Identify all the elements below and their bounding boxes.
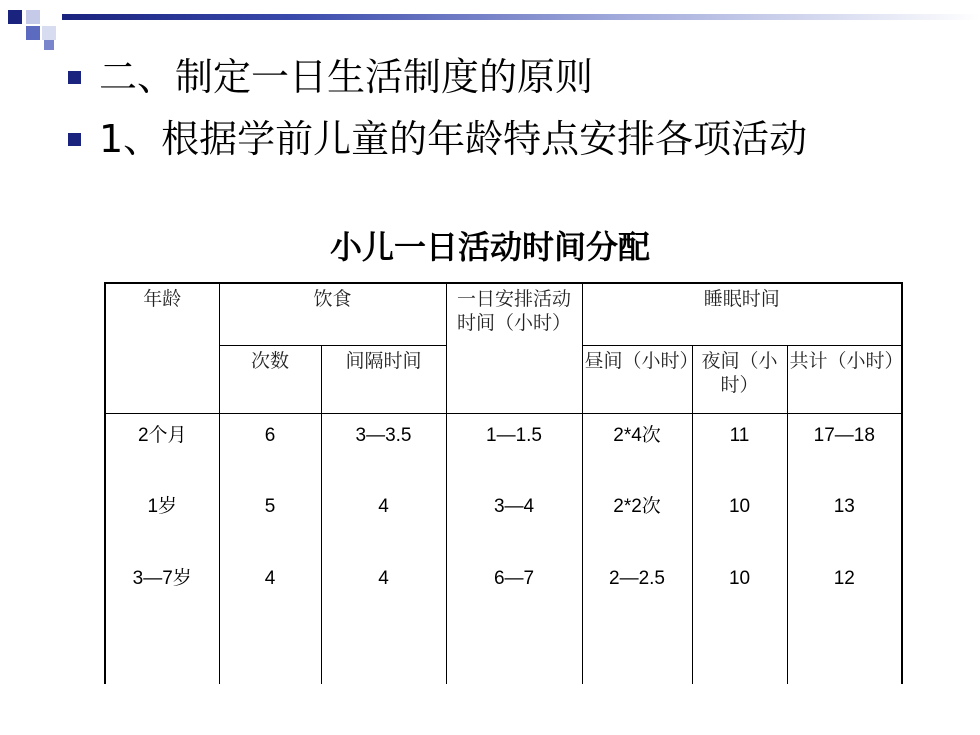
cell-interval: 3—3.5 (321, 413, 446, 485)
table-title: 小儿一日活动时间分配 (329, 228, 650, 266)
cell-total-sleep: 13 (787, 485, 902, 557)
cell-age: 3—7岁 (105, 557, 219, 684)
table-header-row (105, 283, 902, 345)
cell-night-sleep: 10 (692, 485, 787, 557)
cell-day-sleep: 2*4次 (582, 413, 692, 485)
table-row (105, 485, 902, 557)
cell-age: 2个月 (105, 413, 219, 485)
cell-activity: 1—1.5 (446, 413, 582, 485)
header-activity: 一日安排活动时间（小时） (446, 283, 582, 413)
cell-day-sleep: 2*2次 (582, 485, 692, 557)
table-row (105, 413, 902, 485)
cell-interval: 4 (321, 557, 446, 684)
cell-activity: 6—7 (446, 557, 582, 684)
cell-total-sleep: 12 (787, 557, 902, 684)
bullet-text: 1、根据学前儿童的年龄特点安排各项活动 (99, 117, 808, 161)
bullet-list (58, 52, 958, 164)
cell-night-sleep: 11 (692, 413, 787, 485)
decor-square (8, 10, 22, 24)
cell-meals: 5 (219, 485, 321, 557)
header-diet: 饮食 (219, 283, 446, 345)
bullet-square-icon (68, 71, 81, 84)
cell-day-sleep: 2—2.5 (582, 557, 692, 684)
cell-night-sleep: 10 (692, 557, 787, 684)
header-age: 年龄 (105, 283, 219, 413)
header-day-sleep: 昼间（小时） (582, 345, 692, 413)
cell-meals: 4 (219, 557, 321, 684)
bullet-item (58, 52, 958, 102)
header-interval: 间隔时间 (321, 345, 446, 413)
decor-square (26, 26, 40, 40)
header-meals-count: 次数 (219, 345, 321, 413)
cell-total-sleep: 17—18 (787, 413, 902, 485)
decor-square (26, 10, 40, 24)
table-row (105, 557, 902, 684)
cell-activity: 3—4 (446, 485, 582, 557)
bullet-item (58, 114, 958, 164)
bullet-text: 二、制定一日生活制度的原则 (99, 55, 594, 99)
header-total-sleep: 共计（小时） (787, 345, 902, 413)
cell-meals: 6 (219, 413, 321, 485)
decor-square (44, 40, 54, 50)
decor-square (42, 26, 56, 40)
bullet-square-icon (68, 133, 81, 146)
schedule-table (104, 282, 903, 684)
cell-age: 1岁 (105, 485, 219, 557)
cell-interval: 4 (321, 485, 446, 557)
title-bar-decoration (62, 14, 980, 20)
header-night-sleep: 夜间（小时） (692, 345, 787, 413)
header-sleep: 睡眠时间 (582, 283, 902, 345)
